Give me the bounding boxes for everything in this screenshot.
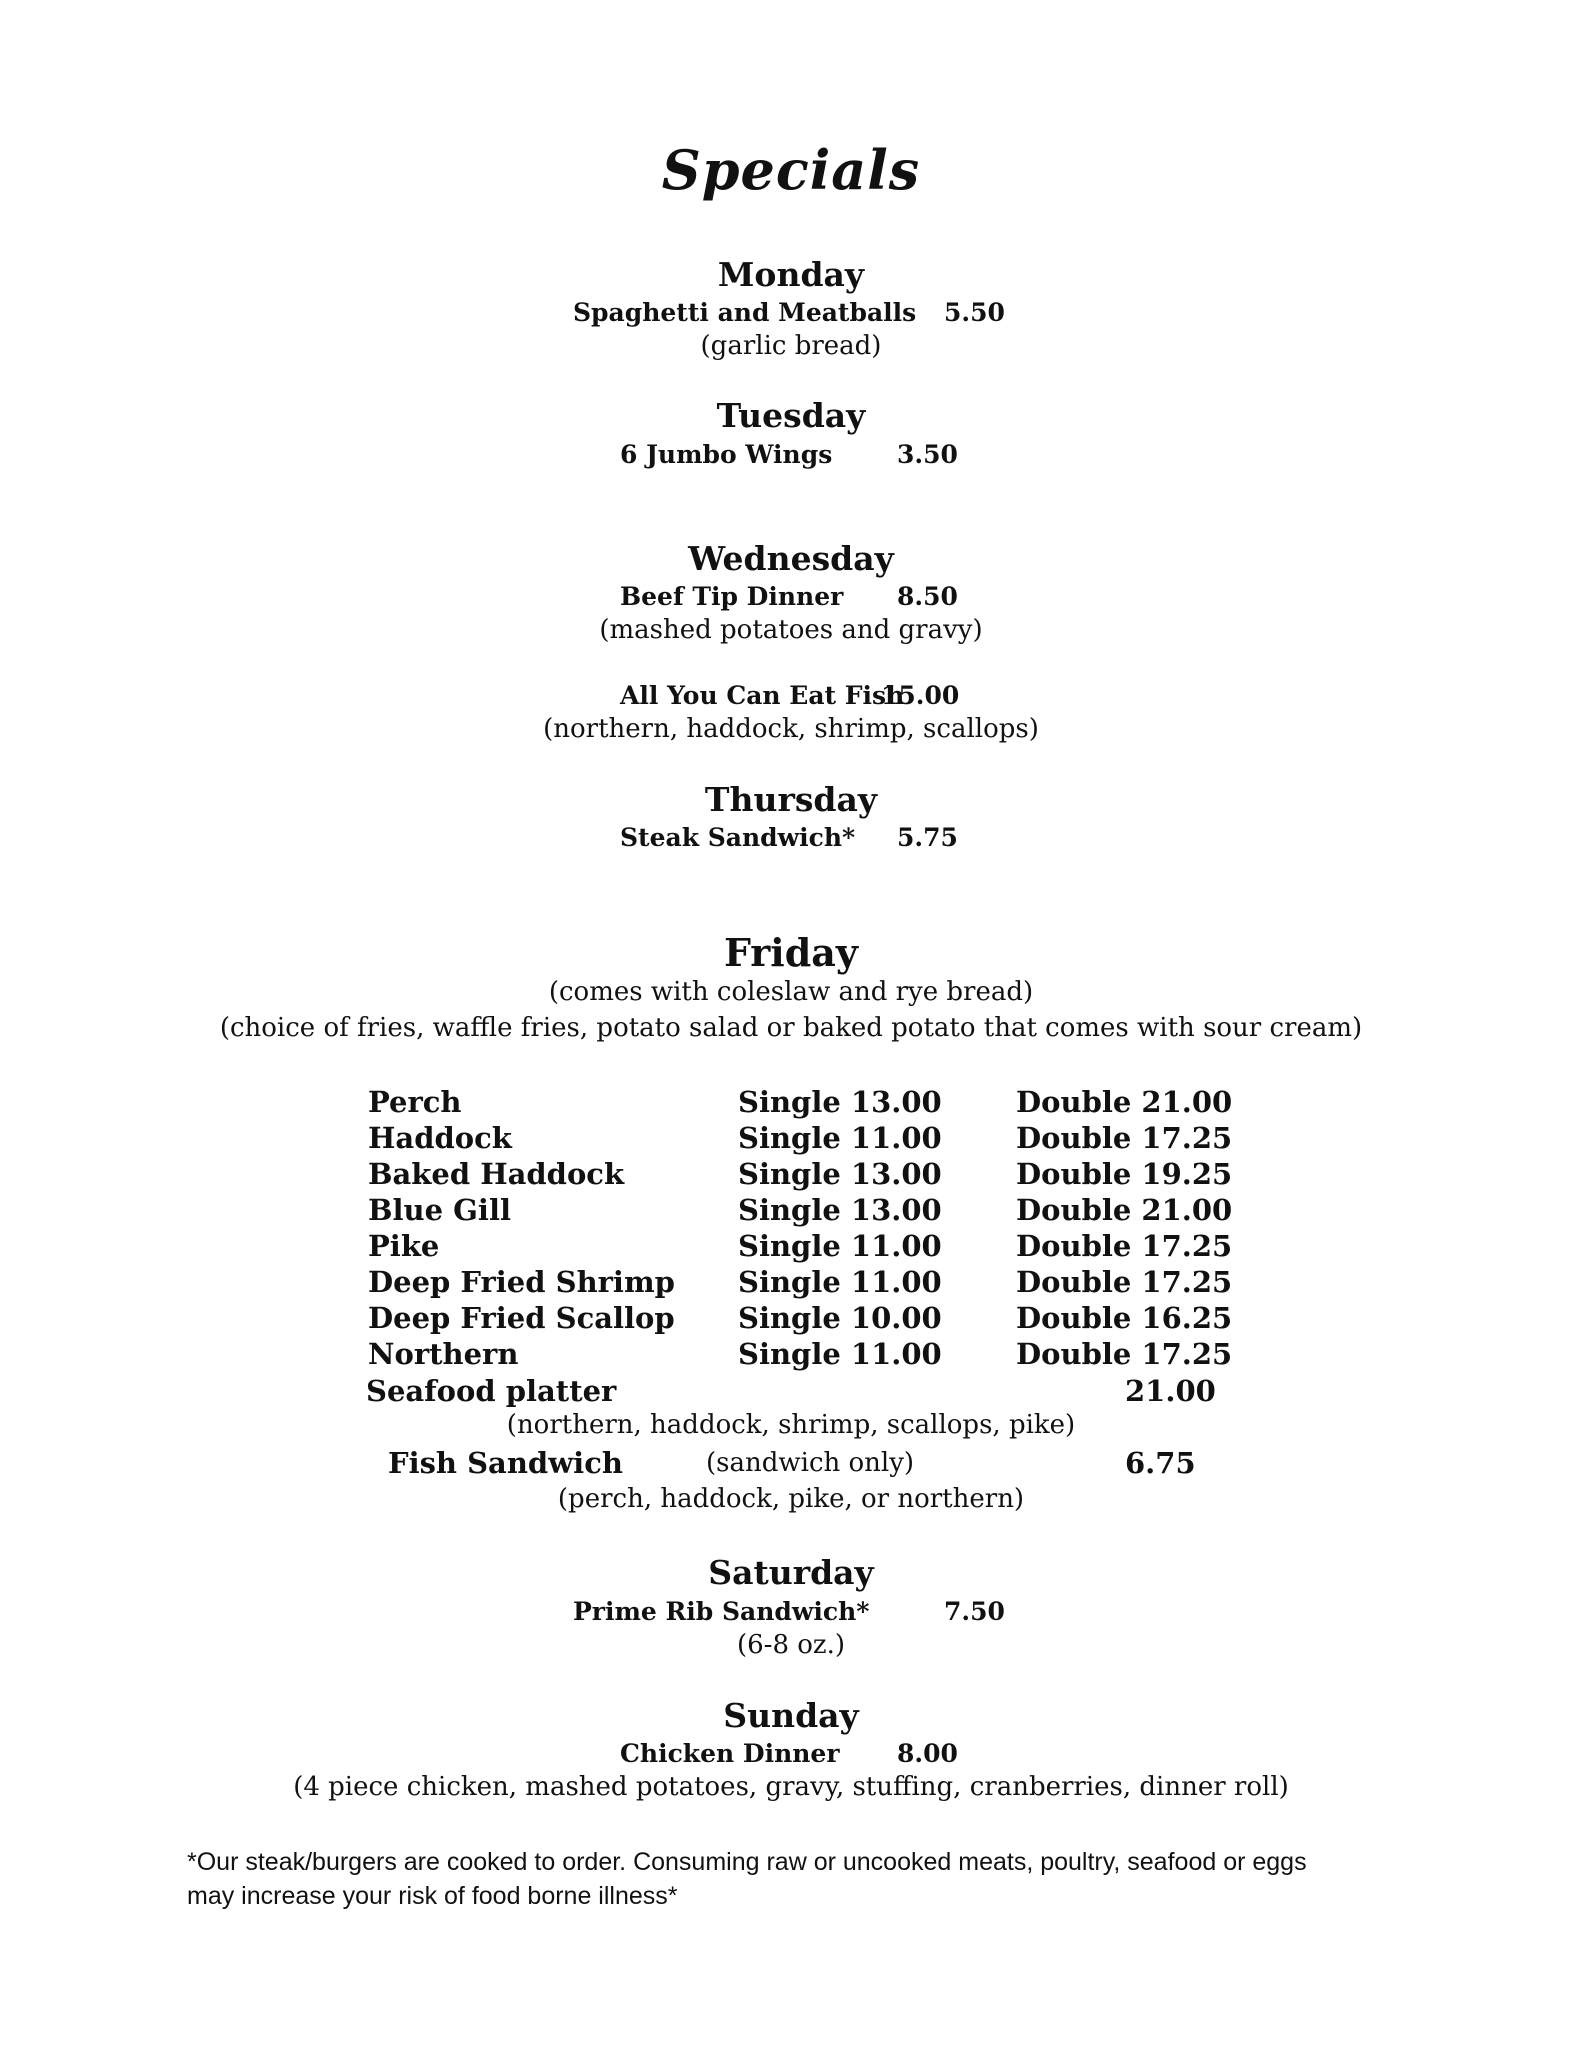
fish-double-price: Double 17.25 xyxy=(1016,1265,1233,1299)
fish-single-price: Single 11.00 xyxy=(738,1265,942,1299)
fish-name: Deep Fried Scallop xyxy=(368,1301,675,1335)
fish-sandwich-qualifier: (sandwich only) xyxy=(706,1448,915,1478)
item-note: (garlic bread) xyxy=(700,331,882,361)
item-price: 7.50 xyxy=(944,1597,1005,1626)
friday-note: (comes with coleslaw and rye bread) xyxy=(548,977,1034,1007)
item-price: 8.00 xyxy=(897,1739,958,1768)
item-price: 3.50 xyxy=(897,440,958,469)
fish-single-price: Single 11.00 xyxy=(738,1121,942,1155)
item-price: 5.50 xyxy=(944,298,1005,327)
fish-double-price: Double 17.25 xyxy=(1016,1229,1233,1263)
fish-single-price: Single 13.00 xyxy=(738,1085,942,1119)
seafood-platter-price: 21.00 xyxy=(1125,1374,1216,1408)
item-note: (6-8 oz.) xyxy=(736,1630,846,1660)
fish-name: Blue Gill xyxy=(368,1193,511,1227)
fish-name: Pike xyxy=(368,1229,440,1263)
disclaimer-line-2: may increase your risk of food borne illness* xyxy=(187,1882,678,1910)
item-name: Beef Tip Dinner xyxy=(620,582,844,611)
day-heading-sunday: Sunday xyxy=(723,1696,859,1735)
fish-single-price: Single 13.00 xyxy=(738,1193,942,1227)
day-heading-saturday: Saturday xyxy=(708,1553,874,1592)
seafood-platter-name: Seafood platter xyxy=(366,1374,617,1408)
fish-single-price: Single 11.00 xyxy=(738,1337,942,1371)
item-name: 6 Jumbo Wings xyxy=(620,440,833,469)
item-name: Chicken Dinner xyxy=(620,1739,840,1768)
fish-double-price: Double 16.25 xyxy=(1016,1301,1233,1335)
item-note: (4 piece chicken, mashed potatoes, gravy, stuffing, cranberries, dinner roll) xyxy=(293,1772,1289,1802)
fish-name: Deep Fried Shrimp xyxy=(368,1265,675,1299)
item-name: Spaghetti and Meatballs xyxy=(573,298,917,327)
fish-double-price: Double 19.25 xyxy=(1016,1157,1233,1191)
disclaimer-line-1: *Our steak/burgers are cooked to order. Consuming raw or uncooked meats, poultry, seafood or eggs xyxy=(187,1848,1307,1876)
item-price: 5.75 xyxy=(897,823,958,852)
friday-note: (choice of fries, waffle fries, potato salad or baked potato that comes with sour cream) xyxy=(219,1013,1363,1043)
fish-double-price: Double 17.25 xyxy=(1016,1337,1233,1371)
fish-single-price: Single 10.00 xyxy=(738,1301,942,1335)
fish-sandwich-name: Fish Sandwich xyxy=(388,1446,623,1480)
day-heading-thursday: Thursday xyxy=(704,780,878,819)
fish-name: Perch xyxy=(368,1085,462,1119)
day-heading-wednesday: Wednesday xyxy=(688,539,894,578)
item-name: Prime Rib Sandwich* xyxy=(573,1597,870,1626)
fish-name: Baked Haddock xyxy=(368,1157,625,1191)
item-note: (mashed potatoes and gravy) xyxy=(599,615,983,645)
fish-single-price: Single 13.00 xyxy=(738,1157,942,1191)
fish-name: Haddock xyxy=(368,1121,512,1155)
fish-double-price: Double 21.00 xyxy=(1016,1193,1233,1227)
seafood-platter-note: (northern, haddock, shrimp, scallops, pike) xyxy=(506,1410,1076,1440)
fish-double-price: Double 17.25 xyxy=(1016,1121,1233,1155)
item-name: All You Can Eat Fish xyxy=(620,681,905,710)
page-title: Specials xyxy=(661,138,921,202)
item-note: (northern, haddock, shrimp, scallops) xyxy=(543,714,1039,744)
fish-sandwich-note: (perch, haddock, pike, or northern) xyxy=(557,1484,1025,1514)
fish-double-price: Double 21.00 xyxy=(1016,1085,1233,1119)
item-price: 8.50 xyxy=(897,582,958,611)
day-heading-monday: Monday xyxy=(717,255,865,294)
day-heading-tuesday: Tuesday xyxy=(716,396,866,435)
fish-sandwich-price: 6.75 xyxy=(1125,1446,1196,1480)
item-name: Steak Sandwich* xyxy=(620,823,856,852)
fish-single-price: Single 11.00 xyxy=(738,1229,942,1263)
day-heading-friday: Friday xyxy=(723,930,859,975)
item-price: 15.00 xyxy=(881,681,960,710)
fish-name: Northern xyxy=(368,1337,519,1371)
